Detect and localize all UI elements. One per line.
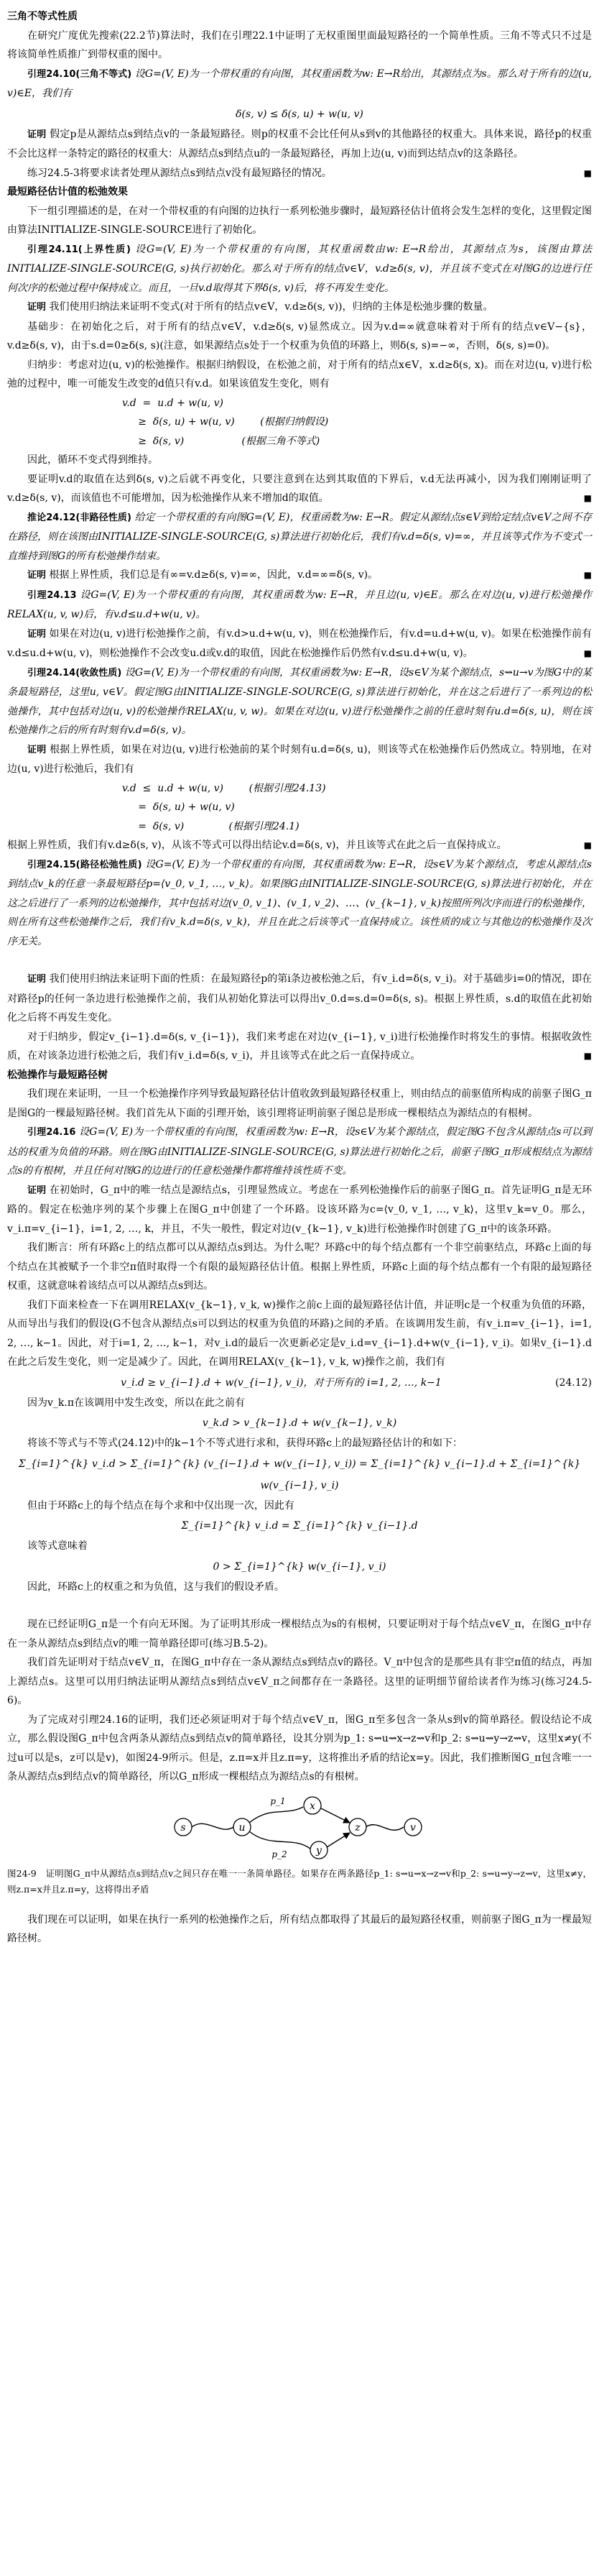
section-title-relax-effects: 最短路径估计值的松弛效果 bbox=[7, 186, 128, 198]
equation-line: v.d = u.d + w(u, v) bbox=[122, 397, 223, 409]
equation-negative-weight: 0 > Σ_{i=1}^{k} w(v_{i−1}, v_i) bbox=[213, 1560, 386, 1573]
figure-24-9-caption: 图24-9 证明图G_π中从源结点s到结点v之间只存在唯一一条简单路径。如果存在两条路径p_1: s⇝u⇝x→z⇝v和p_2: s⇝u⇝y→z⇝v，这里x≠y，则z.π=x并且z.π=y，这将得出矛盾 bbox=[7, 1867, 592, 1895]
proof-24-16-path-exists: 我们首先证明对于结点v∈V_π，在图G_π中存在一条从源结点s到结点v的路径。V_π中包含的是那些具有非空π值的结点，再加上源结点s。这里可以用归纳法证明从源结点s到结点v∈V_π之间都存在一条路径。这里的证明细节留给读者作为练习(练习24.5-6)。 bbox=[7, 1657, 592, 1706]
proof-24-16-claim: 我们断言：所有环路c上的结点都可以从源结点s到达。为什么呢？环路c中的每个结点都有一个非空前驱结点，环路c上面的每个结点在其被赋予一个非空π值时取得一个有限的最短路径估计值。根据上界性质，环路c上面的每个结点都有一个有限的最短路径权重，这就意味着该结点可以从源结点s到达。 bbox=[7, 1242, 592, 1292]
proof-24-16-check: 我们下面来检查一下在调用RELAX(v_{k−1}, v_k, w)操作之前c上面的最短路径估计值，并证明c是一个权重为负值的环路，从而导出与我们的假设(G不包含从源结点s可以到达的权重为负值的环路)之间的矛盾。在该调用发生前，有v_i.π=v_{i−1}，i=1, 2, …, k−1。因此，对于i=1, 2, …, k−1，对v_i.d的最后一次更新必定是v_i.d=v_{i−1}.d+w(v_{i−1}, v_i)。如果v_{i−1}.d在此之后发生变化，则一定是减少了。因此，在调用RELAX(v_{k−1}, v_k, w)操作之前，我们有 bbox=[7, 1299, 592, 1368]
equation-line: v.d ≤ u.d + w(u, v) (根据引理24.13) bbox=[122, 782, 326, 794]
figure-24-9-diagram bbox=[149, 1791, 450, 1863]
lemma-24-11-text: 设G=(V, E)为一个带权重的有向图，其权重函数由w: E→R给出，其源结点为s，该图由算法INITIALIZE-SINGLE-SOURCE(G, s)执行初始化。那么对于所有的结点v∈V，v.d≥δ(s, v)，并且该不变式在对图G的边进行任何次序的松弛过程中保持成立。而且，一旦v.d取得其下界δ(s, v)后，将不再发生变化。 bbox=[7, 243, 592, 294]
base-step: 基础步：在初始化之后，对于所有的结点v∈V，v.d≥δ(s, v)显然成立。因为v.d=∞就意味着对于所有的结点v∈V−{s}，v.d≥δ(s, v)，由于s.d=0≥δ(s, s)(注意，如果源结点s处于一个权重为负值的环路上，则δ(s, s)=−∞，否则，δ(s, s)=0)。 bbox=[7, 321, 592, 351]
lemma-24-16-text: 设G=(V, E)为一个带权重的有向图，权重函数为w: E→R，设s∈V为某个源结点，假定图G不包含从源结点s可以到达的权重为负值的环路。则在图G由INITIALIZE-SINGLE-SOURCE(G, s)算法进行初始化之后，前驱子图G_π形成根结点为源结点s的有根树，并且任何对图G的边进行的任意松弛操作都将维持该性质不变。 bbox=[7, 1126, 592, 1177]
edge-x-z bbox=[321, 1808, 350, 1823]
equation-number: (24.12) bbox=[554, 1376, 592, 1389]
edge-label-p2: p_2 bbox=[271, 1849, 287, 1859]
proof-24-14-text: 根据上界性质，如果在对边(u, v)进行松弛前的某个时刻有u.d=δ(s, u)，则该等式在松弛操作后仍然成立。特别地，在对边(u, v)进行松弛后，我们有 bbox=[7, 743, 592, 775]
equation-strict: v_k.d > v_{k−1}.d + w(v_{k−1}, v_k) bbox=[202, 1417, 397, 1429]
proof-24-11-end: 要证明v.d的取值在达到δ(s, v)之后就不再变化，只要注意到在达到其取值的下界后，v.d无法再减小，因为我们刚刚证明了v.d≥δ(s, v)，而该值也不可能增加，因为松弛操作从来不增加d的取值。 bbox=[7, 473, 592, 504]
node-label: v bbox=[410, 1821, 416, 1834]
path-u-y bbox=[249, 1831, 310, 1849]
proof-24-15-text: 我们使用归纳法来证明下面的性质：在最短路径p的第i条边被松弛之后，有v_i.d=δ(s, v_i)。对于基础步i=0的情况，即在对路径p的任何一条边进行松弛操作之前，我们从初始化算法可以得出v_0.d=s.d=0=δ(s, s)。根据上界性质，s.d的取值在此初始化之后将不再发生变化。 bbox=[7, 973, 592, 1024]
path-z-v bbox=[366, 1824, 404, 1830]
corollary-24-12-label: 推论24.12(非路径性质) bbox=[27, 512, 131, 523]
edge-y-z bbox=[327, 1833, 350, 1847]
invariant-maintained: 因此，循环不变式得到维持。 bbox=[27, 454, 158, 466]
lemma-24-15-label: 引理24.15(路径松弛性质) bbox=[27, 859, 142, 870]
equation-line: ≥ δ(s, v) (根据三角不等式) bbox=[122, 435, 320, 447]
proof-label: 证明 bbox=[27, 1184, 47, 1196]
lemma-24-16-label: 引理24.16 bbox=[27, 1127, 76, 1138]
lemma-24-14-text: 设G=(V, E)为一个带权重的有向图，其权重函数为w: E→R，设s∈V为某个源结点，s⇝u→v为图G中的某条最短路径，这里u, v∈V。假定图G由INITIALIZE-SINGLE-SOURCE(G, s)算法进行初始化，并在这之后进行了一系列边的松弛操作，其中包括对边(u, v)的松弛操作RELAX(u, v, w)。如果在对边(u, v)进行松弛操作之前的任意时刻有u.d=δ(s, u)，则在该松弛操作之后的所有时刻有v.d=δ(s, v)。 bbox=[7, 666, 592, 736]
qed-icon: ■ bbox=[583, 570, 592, 580]
qed-icon: ■ bbox=[583, 493, 592, 503]
proof-24-16-part1: 在初始时，G_π中的唯一结点是源结点s，引理显然成立。考虑在一系列松弛操作后的前驱子图G_π。首先证明G_π是无环路的。假定在松弛序列的某个步骤上在图G_π中创建了一个环路。设该环路为c=⟨v_0, v_1, …, v_k⟩，这里v_k=v_0。那么，v_i.π=v_{i−1}，i=1, 2, …, k，并且，不失一般性，假定对边(v_{k−1}, v_k)进行松弛操作时创建了G_π中的该条环路。 bbox=[7, 1184, 592, 1235]
proof-24-12-text: 根据上界性质，我们总是有∞=v.d≥δ(s, v)=∞，因此，v.d=∞=δ(s, v)。 bbox=[49, 569, 379, 581]
node-label: y bbox=[316, 1844, 322, 1857]
equation-24-12 bbox=[7, 1372, 592, 1394]
proof-24-16-implies: 该等式意味着 bbox=[27, 1540, 88, 1552]
proof-24-16-unique: 为了完成对引理24.16的证明，我们还必须证明对于每个结点v∈V_π，图G_π至多包含一条从s到v的简单路径。假设结论不成立，那么假设图G_π中包含两条从源结点s到结点v的简单路径，设其分别为p_1: s⇝u⇝x→z⇝v和p_2: s⇝u⇝y→z⇝v，这里x≠y(不过u可以是s，z可以是v)，如图24-9所示。但是，z.π=x并且z.π=y，这将推出矛盾的结论x=y。因此，我们推断图G_π包含唯一一条从源结点s到结点v的简单路径，所以G_π形成一棵根结点为源结点s的有根树。 bbox=[7, 1714, 592, 1782]
intro-paragraph: 在研究广度优先搜索(22.2节)算法时，我们在引理22.1中证明了无权重图里面最短路径的一个简单性质。三角不等式只不过是将该简单性质推广到带权重的图中。 bbox=[7, 29, 592, 60]
exercise-note: 练习24.5-3将要求读者处理从源结点s到结点v没有最短路径的情况。 bbox=[27, 167, 332, 179]
node-label: u bbox=[238, 1821, 246, 1834]
equation-triangle: δ(s, v) ≤ δ(s, u) + w(u, v) bbox=[236, 108, 363, 120]
lemma-24-14-label: 引理24.14(收敛性质) bbox=[27, 667, 122, 678]
inductive-step: 归纳步：考虑对边(u, v)的松弛操作。根据归纳假设，在松弛之前，对于所有的结点x∈V，x.d≥δ(s, x)。而在对边(u, v)进行松弛的过程中，唯一可能发生改变的d值只有v.d。如果该值发生变化，则有 bbox=[7, 359, 592, 390]
equation-24-12-body: v_i.d ≥ v_{i−1}.d + w(v_{i−1}, v_i)，对于所有的 i=1, 2, …, k−1 bbox=[121, 1376, 442, 1389]
equation-sum: Σ_{i=1}^{k} v_i.d > Σ_{i=1}^{k} (v_{i−1}.d + w(v_{i−1}, v_i)) = Σ_{i=1}^{k} v_{i−1}.d + Σ_{i=1}^{k} w(v_{i−1}, v_i) bbox=[18, 1458, 581, 1491]
proof-label: 证明 bbox=[27, 302, 47, 313]
closing-paragraph: 我们现在可以证明，如果在执行一系列的松弛操作之后，所有结点都取得了其最后的最短路径权重，则前驱子图G_π为一棵最短路径树。 bbox=[7, 1913, 592, 1944]
proof-24-15-end: 对于归纳步，假定v_{i−1}.d=δ(s, v_{i−1})，我们来考虑在对边(v_{i−1}, v_i)进行松弛操作时将发生的事情。根据收敛性质，在对该条边进行松弛之后，我们有v_i.d=δ(s, v_i)，并且该等式在此之后一直保持成立。 bbox=[7, 1031, 592, 1062]
proof-24-10-text: 假定p是从源结点s到结点v的一条最短路径。则p的权重不会比任何从s到v的其他路径的权重大。具体来说，路径p的权重不会比这样一条特定的路径的权重大：从源结点s到结点u的一条最短路径，再加上边(u, v)而到达结点v的这条路径。 bbox=[7, 128, 592, 160]
edge-label-p1: p_1 bbox=[270, 1795, 286, 1806]
proof-label: 证明 bbox=[27, 628, 47, 640]
equation-line: = δ(s, u) + w(u, v) bbox=[122, 801, 235, 813]
proof-24-16-dag: 现在已经证明G_π是一个有向无环图。为了证明其形成一棵根结点为s的有根树，只要证明对于每个结点v∈V_π，在图G_π中存在一条从源结点s到结点v的唯一简单路径即可(练习B.5-2)。 bbox=[7, 1619, 592, 1650]
tree-intro: 我们现在来证明，一旦一个松弛操作序列导致最短路径估计值收敛到最短路径权重上，则由结点的前驱值所构成的前驱子图G_π是图G的一棵最短路径树。我们首先从下面的引理开始，该引理将证明前驱子图总是形成一棵根结点为源结点的有根树。 bbox=[7, 1088, 592, 1119]
lemma-24-13-label: 引理24.13 bbox=[27, 589, 77, 601]
proof-24-13-text: 如果在对边(u, v)进行松弛操作之前，有v.d>u.d+w(u, v)，则在松弛操作后，有v.d=u.d+w(u, v)。如果在松弛操作前有v.d≤u.d+w(u, v)，则松弛操作不会改变u.d或v.d的取值，因此在松弛操作后仍然有v.d≤u.d+w(u, v)。 bbox=[7, 627, 592, 659]
qed-icon: ■ bbox=[583, 648, 592, 658]
proof-24-16-sum-intro: 将该不等式与不等式(24.12)中的k−1个不等式进行求和，获得环路c上的最短路径估计的和如下： bbox=[27, 1438, 463, 1449]
proof-label: 证明 bbox=[27, 744, 47, 755]
qed-icon: ■ bbox=[583, 1051, 592, 1061]
proof-label: 证明 bbox=[27, 129, 47, 140]
path-u-x bbox=[249, 1807, 303, 1823]
equation-sum-equal: Σ_{i=1}^{k} v_i.d = Σ_{i=1}^{k} v_{i−1}.d bbox=[181, 1520, 418, 1532]
node-label: s bbox=[180, 1821, 186, 1834]
proof-label: 证明 bbox=[27, 974, 47, 985]
proof-label: 证明 bbox=[27, 570, 47, 581]
qed-icon: ■ bbox=[583, 167, 592, 178]
lemma-24-15-text: 设G=(V, E)为一个带权重的有向图，其权重函数为w: E→R，设s∈V为某个源结点，考虑从源结点s到结点v_k的任意一条最短路径p=⟨v_0, v_1, …, v_k⟩。如果图G由INITIALIZE-SINGLE-SOURCE(G, s)算法进行初始化，并在这之后进行了一系列的边松弛操作，其中包括对边(v_0, v_1)、(v_1, v_2)、…、(v_{k−1}, v_k)按照所列次序而进行的松弛操作，则在所有这些松弛操作之后，我们有v_k.d=δ(s, v_k)，并且在此之后该等式一直保持成立。该性质的成立与其他边的松弛操作及次序无关。 bbox=[7, 858, 592, 947]
corollary-24-12-text: 给定一个带权重的有向图G=(V, E)，权重函数为w: E→R。假定从源结点s∈V到给定结点v∈V之间不存在路径，则在该图由INITIALIZE-SINGLE-SOURCE(G, s)算法进行初始化后，我们有v.d=δ(s, v)=∞，并且该等式作为不变式一直维持到图G的所有松弛操作结束。 bbox=[7, 511, 592, 562]
proof-24-14-end: 根据上界性质，我们有v.d≥δ(s, v)，从该不等式可以得出结论v.d=δ(s, v)，并且该等式在此之后一直保持成立。 bbox=[7, 840, 507, 851]
section-title-triangle: 三角不等式性质 bbox=[7, 11, 78, 22]
section-title-sp-tree: 松弛操作与最短路径树 bbox=[7, 1069, 108, 1081]
lemma-24-13-text: 设G=(V, E)为一个带权重的有向图，其权重函数为w: E→R，并且边(u, v)∈E。那么在对边(u, v)进行松弛操作RELAX(u, v, w)后，有v.d≤u.d+w(u, v)。 bbox=[7, 589, 593, 620]
node-label: x bbox=[310, 1800, 315, 1812]
node-label: z bbox=[355, 1821, 361, 1834]
proof-24-16-contradiction: 因此，环路c上的权重之和为负值，这与我们的假设矛盾。 bbox=[27, 1581, 284, 1593]
proof-24-11-intro: 我们使用归纳法来证明不变式(对于所有的结点v∈V，v.d≥δ(s, v))，归纳的主体是松弛步骤的数量。 bbox=[49, 301, 493, 313]
equation-line: = δ(s, v) (根据引理24.1) bbox=[122, 820, 300, 832]
lemma-24-10-text: 设G=(V, E)为一个带权重的有向图，其权重函数为w: E→R给出，其源结点为s。那么对于所有的边(u, v)∈E，我们有 bbox=[7, 68, 592, 99]
relax-intro: 下一组引理描述的是，在对一个带权重的有向图的边执行一系列松弛步骤时，最短路径估计值将会发生怎样的变化，这里假定图由算法INITIALIZE-SINGLE-SOURCE进行了初始化。 bbox=[7, 205, 592, 236]
equation-line: ≥ δ(s, u) + w(u, v) (根据归纳假设) bbox=[122, 416, 329, 428]
proof-24-16-change: 因为v_k.π在该调用中发生改变，所以在此之前有 bbox=[27, 1397, 246, 1409]
lemma-24-10-label: 引理24.10(三角不等式) bbox=[27, 68, 132, 80]
path-s-u bbox=[192, 1823, 233, 1829]
qed-icon: ■ bbox=[583, 840, 592, 850]
lemma-24-11-label: 引理24.11(上界性质) bbox=[27, 244, 131, 255]
proof-24-16-each-once: 但由于环路c上的每个结点在每个求和中仅出现一次，因此有 bbox=[27, 1499, 294, 1512]
